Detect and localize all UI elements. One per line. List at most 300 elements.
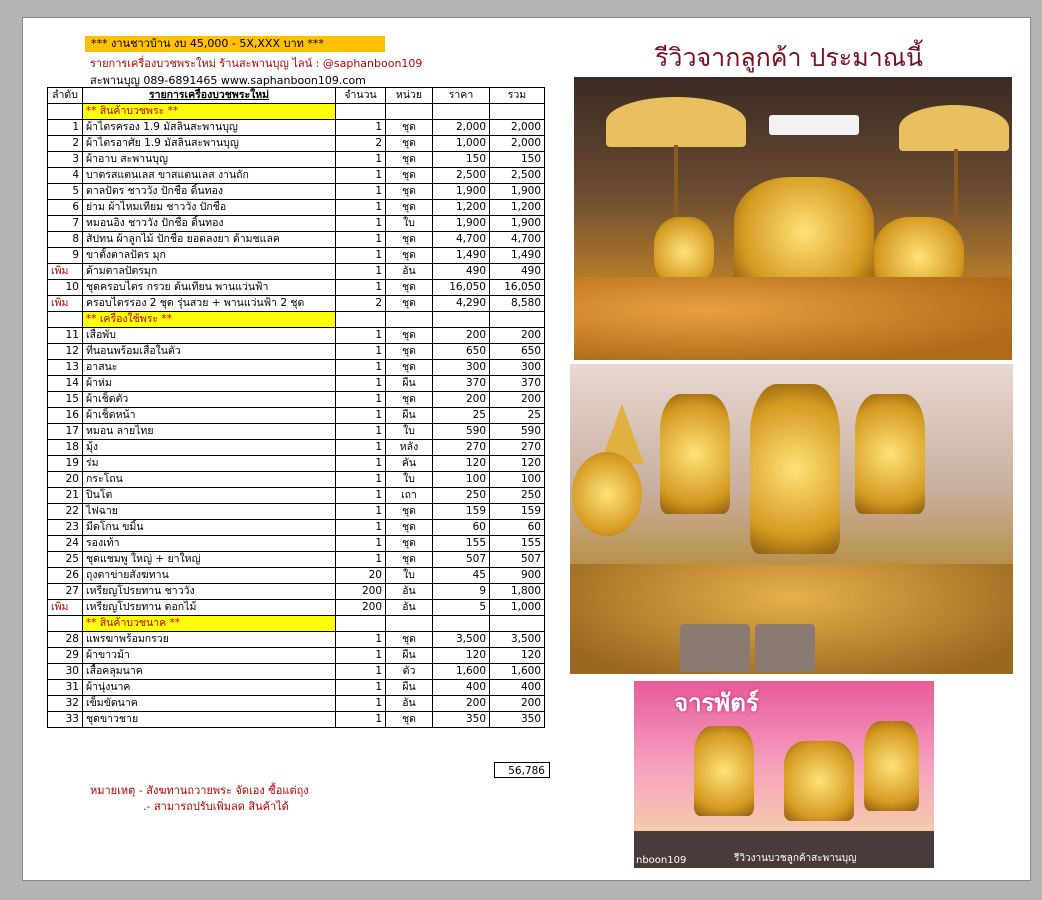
cell-item: เสื้อคลุมนาค [83,664,336,680]
cell-price: 4,290 [433,296,490,312]
cell-unit: ผืน [386,408,433,424]
cell-qty: 1 [336,424,386,440]
cell-item: ปิ่นโต [83,488,336,504]
cell-price: 490 [433,264,490,280]
cell-price: 100 [433,472,490,488]
cell-qty: 1 [336,664,386,680]
price-table [47,87,545,728]
contact-line: สะพานบุญ 089-6891465 www.saphanboon109.com [90,74,366,87]
table-row [48,424,545,440]
cell-price: 1,600 [433,664,490,680]
cell-qty: 1 [336,152,386,168]
cell-unit: ใบ [386,568,433,584]
cell-total: 350 [490,712,545,728]
cell-unit: ชุด [386,120,433,136]
cell-total: 1,600 [490,664,545,680]
cell-unit: ชุด [386,552,433,568]
banner-caption-left: nboon109 [636,855,687,866]
cell-unit: ชุด [386,504,433,520]
cell-total: 60 [490,520,545,536]
table-row [48,168,545,184]
cell-unit: ชุด [386,360,433,376]
cell-item: ครอบไตรรอง 2 ชุด รุ่นสวย + พานแว่นฟ้า 2 ชุด [83,296,336,312]
basket [680,624,750,672]
table-row [48,392,545,408]
table-row [48,456,545,472]
cell-no: 6 [48,200,83,216]
section-header-row [48,104,545,120]
cell-price: 270 [433,440,490,456]
cell-unit: ผืน [386,680,433,696]
cell-unit: อัน [386,600,433,616]
cell-total: 400 [490,680,545,696]
cell-unit: เถา [386,488,433,504]
table-row [48,632,545,648]
cell-unit: หลัง [386,440,433,456]
cell-qty: 1 [336,696,386,712]
cell-total: 120 [490,648,545,664]
decorative-stand [784,741,854,821]
cell-no: 21 [48,488,83,504]
cell-total: 159 [490,504,545,520]
cell-item: สัปทน ผ้าลูกไม้ ปักชื่อ ยอดลงยา ด้ามชแลค [83,232,336,248]
cell-qty: 1 [336,472,386,488]
fan-emblem [572,452,642,536]
review-banner-photo [634,681,934,868]
cell-price: 350 [433,712,490,728]
cell-total: 300 [490,360,545,376]
cell-no: 2 [48,136,83,152]
cell-item: ชุดครอบไตร กรวย ต้นเทียน พานแว่นฟ้า [83,280,336,296]
cell-item: รองเท้า [83,536,336,552]
cell-total [490,616,545,632]
cell-qty: 1 [336,456,386,472]
ceremony-photo-1 [574,77,1012,360]
cell-item: ** เครื่องใช้พระ ** [83,312,336,328]
table-row [48,472,545,488]
cell-total: 150 [490,152,545,168]
cell-total: 25 [490,408,545,424]
table-row [48,248,545,264]
cell-qty [336,312,386,328]
cell-unit: ผืน [386,648,433,664]
cell-unit: ชุด [386,536,433,552]
ceremony-photo-2 [570,364,1013,674]
price-table-body [48,88,545,728]
cell-qty: 1 [336,200,386,216]
column-header: ราคา [433,88,490,104]
note-line-2: .- สามารถปรับเพิ่มลด สินค้าได้ [143,800,289,813]
gold-trays [855,394,925,514]
table-row [48,152,545,168]
cell-total: 1,000 [490,600,545,616]
table-row [48,408,545,424]
table-row [48,504,545,520]
cell-price: 16,050 [433,280,490,296]
cell-item: ** สินค้าบวชพระ ** [83,104,336,120]
cell-qty: 1 [336,216,386,232]
orange-robes [574,277,1012,360]
cell-price: 5 [433,600,490,616]
table-row [48,712,545,728]
cell-unit: ชุด [386,184,433,200]
cell-total: 200 [490,392,545,408]
cell-total: 200 [490,696,545,712]
cell-unit: ชุด [386,632,433,648]
cell-no: เพิ่ม [48,600,83,616]
cell-unit: ชุด [386,344,433,360]
cell-no: 9 [48,248,83,264]
cell-qty: 1 [336,120,386,136]
cell-no: 27 [48,584,83,600]
table-row [48,344,545,360]
cell-item: ผ้าห่ม [83,376,336,392]
table-row [48,600,545,616]
cell-unit: ชุด [386,392,433,408]
cell-total: 507 [490,552,545,568]
cell-price: 25 [433,408,490,424]
cell-item: เข็มขัดนาค [83,696,336,712]
table-row [48,280,545,296]
cell-unit: ใบ [386,424,433,440]
column-header: รายการเครื่องบวชพระใหม่ [83,88,336,104]
cell-price: 1,000 [433,136,490,152]
umbrella-right [899,105,1009,151]
cell-total: 16,050 [490,280,545,296]
cell-no: 15 [48,392,83,408]
gold-trays [660,394,730,514]
cell-qty: 1 [336,184,386,200]
cell-total: 2,500 [490,168,545,184]
cell-item: บาตรสแตนเลส ขาสแตนเลส งานถัก [83,168,336,184]
grand-total: 56,786 [494,762,550,778]
cell-item: เหรียญโปรยทาน ดอกไม้ [83,600,336,616]
cell-item: ตาลปัตร ชาววัง ปักชื่อ ดิ้นทอง [83,184,336,200]
cell-unit: อัน [386,264,433,280]
review-title: รีวิวจากลูกค้า ประมาณนี้ [655,43,924,72]
cell-no [48,616,83,632]
cell-item: ด้ามตาลปัตรมุก [83,264,336,280]
table-row [48,488,545,504]
table-row [48,376,545,392]
cell-qty: 1 [336,248,386,264]
cell-unit: ชุด [386,296,433,312]
cell-qty: 1 [336,376,386,392]
table-row [48,584,545,600]
cell-price: 120 [433,456,490,472]
table-row [48,184,545,200]
banner-caption-right: รีวิวงานบวชลูกค้าสะพานบุญ [734,853,857,864]
cell-price: 2,500 [433,168,490,184]
cell-qty: 1 [336,264,386,280]
gold-offering-stand [734,177,874,287]
cell-no: เพิ่ม [48,264,83,280]
budget-banner: *** งานชาวบ้าน งบ 45,000 - 5X,XXX บาท *** [85,36,385,52]
cell-unit: ผืน [386,376,433,392]
cell-price: 370 [433,376,490,392]
cell-item: ที่นอนพร้อมเสื่อในตัว [83,344,336,360]
cell-qty: 1 [336,408,386,424]
cell-total: 4,700 [490,232,545,248]
cell-unit: คัน [386,456,433,472]
table-row [48,520,545,536]
cell-unit [386,616,433,632]
cell-no: 4 [48,168,83,184]
cell-no: 29 [48,648,83,664]
cell-total: 1,900 [490,216,545,232]
cell-price [433,104,490,120]
cell-price: 60 [433,520,490,536]
cell-no: 30 [48,664,83,680]
cell-qty: 1 [336,232,386,248]
cell-total: 370 [490,376,545,392]
column-header: หน่วย [386,88,433,104]
cell-unit: ชุด [386,136,433,152]
cell-unit: ชุด [386,520,433,536]
cell-qty: 20 [336,568,386,584]
cell-no: 3 [48,152,83,168]
cell-no: 13 [48,360,83,376]
cell-total: 590 [490,424,545,440]
cell-qty: 1 [336,632,386,648]
cell-item: แพรฆาพร้อมกรวย [83,632,336,648]
section-header-row [48,616,545,632]
table-header-row [48,88,545,104]
cell-price [433,616,490,632]
cell-no: 16 [48,408,83,424]
umbrella-left [606,97,746,147]
cell-price: 250 [433,488,490,504]
cell-qty: 200 [336,600,386,616]
basket [755,624,815,672]
banner-title: จารพัตร์ [674,688,759,717]
cell-unit: ชุด [386,200,433,216]
cell-total: 1,900 [490,184,545,200]
cell-qty: 1 [336,360,386,376]
table-row [48,296,545,312]
cell-item: ขาตั้งตาลปัตร มุก [83,248,336,264]
cell-unit: อัน [386,584,433,600]
cell-total: 650 [490,344,545,360]
table-row [48,264,545,280]
table-row [48,200,545,216]
cell-price: 150 [433,152,490,168]
cell-total [490,104,545,120]
cell-total: 250 [490,488,545,504]
cell-total: 100 [490,472,545,488]
cell-item: ไฟฉาย [83,504,336,520]
cell-qty: 1 [336,520,386,536]
cell-qty: 1 [336,440,386,456]
cell-unit: อัน [386,696,433,712]
cell-no: 8 [48,232,83,248]
cell-item: มีดโกน ขมิ้น [83,520,336,536]
cell-item: เหรียญโปรยทาน ชาววัง [83,584,336,600]
cell-price: 300 [433,360,490,376]
cell-price: 9 [433,584,490,600]
cell-no: 7 [48,216,83,232]
cell-qty: 1 [336,504,386,520]
decorative-stand [864,721,919,811]
cell-price: 2,000 [433,120,490,136]
cell-total: 8,580 [490,296,545,312]
table-row [48,536,545,552]
cell-qty: 1 [336,280,386,296]
cell-no: 25 [48,552,83,568]
cell-total: 270 [490,440,545,456]
cell-unit: ชุด [386,280,433,296]
cell-item: มุ้ง [83,440,336,456]
cell-unit: ใบ [386,472,433,488]
cell-item: ชุดขาวชาย [83,712,336,728]
column-header: จำนวน [336,88,386,104]
cell-total: 900 [490,568,545,584]
cell-no: 23 [48,520,83,536]
cell-price: 400 [433,680,490,696]
cell-qty: 1 [336,168,386,184]
cell-total: 1,200 [490,200,545,216]
cell-unit: ใบ [386,216,433,232]
cell-item: ผ้าไตรครอง 1.9 มัสลินสะพานบุญ [83,120,336,136]
cell-no: 31 [48,680,83,696]
cell-no: 10 [48,280,83,296]
cell-item: หมอน ลายไทย [83,424,336,440]
cell-no: 1 [48,120,83,136]
table-row [48,568,545,584]
cell-total: 2,000 [490,120,545,136]
gold-trays-center [750,384,840,554]
cell-qty: 1 [336,488,386,504]
cell-qty: 2 [336,296,386,312]
cell-price: 45 [433,568,490,584]
cell-unit: ชุด [386,248,433,264]
cell-price: 3,500 [433,632,490,648]
cell-item: กระโถน [83,472,336,488]
cell-unit: ชุด [386,328,433,344]
air-conditioner [769,115,859,135]
cell-item: ชุดแชมพู ใหญ่ + ยาใหญ่ [83,552,336,568]
note-line-1: หมายเหตุ - สังฆทานถวายพระ จัดเอง ซื้อแต่ถุง [90,784,309,797]
cell-no: 26 [48,568,83,584]
cell-price: 155 [433,536,490,552]
table-row [48,232,545,248]
cell-qty: 1 [336,712,386,728]
shop-line-title: รายการเครื่องบวชพระใหม่ ร้านสะพานบุญ ไลน์ : @saphanboon109 [90,57,423,70]
cell-item: ผ้าขาวม้า [83,648,336,664]
cell-item: เสื่อพับ [83,328,336,344]
cell-total: 1,800 [490,584,545,600]
cell-qty: 1 [336,552,386,568]
cell-qty: 1 [336,392,386,408]
cell-total: 3,500 [490,632,545,648]
cell-no: 22 [48,504,83,520]
cell-no: 20 [48,472,83,488]
table-row [48,360,545,376]
cell-total: 2,000 [490,136,545,152]
cell-no: 24 [48,536,83,552]
table-row [48,216,545,232]
cell-item: ** สินค้าบวชนาค ** [83,616,336,632]
cell-price: 120 [433,648,490,664]
cell-item: ผ้านุ่งนาค [83,680,336,696]
cell-unit: ตัว [386,664,433,680]
cell-item: หมอนอิง ชาววัง ปักชื่อ ดิ้นทอง [83,216,336,232]
table-row [48,648,545,664]
cell-unit [386,312,433,328]
cell-unit: ชุด [386,712,433,728]
cell-qty: 1 [336,344,386,360]
decorative-stand [694,726,754,816]
cell-qty: 1 [336,648,386,664]
cell-total: 120 [490,456,545,472]
cell-total: 200 [490,328,545,344]
table-row [48,136,545,152]
cell-no: 32 [48,696,83,712]
cell-total [490,312,545,328]
cell-price: 200 [433,392,490,408]
cell-item: ย่าม ผ้าไหมเทียม ชาววัง ปักชื่อ [83,200,336,216]
cell-qty: 1 [336,680,386,696]
cell-item: ผ้าเช็ดตัว [83,392,336,408]
cell-total: 490 [490,264,545,280]
cell-item: ผ้าเช็ดหน้า [83,408,336,424]
cell-price: 4,700 [433,232,490,248]
cell-price: 200 [433,328,490,344]
cell-no: 33 [48,712,83,728]
cell-no: 17 [48,424,83,440]
cell-no: 5 [48,184,83,200]
cell-price: 200 [433,696,490,712]
table-row [48,696,545,712]
cell-qty: 200 [336,584,386,600]
table-row [48,680,545,696]
cell-price: 159 [433,504,490,520]
cell-no [48,104,83,120]
cell-no: 19 [48,456,83,472]
cell-price: 1,490 [433,248,490,264]
cell-price: 650 [433,344,490,360]
cell-unit: ชุด [386,232,433,248]
cell-price: 590 [433,424,490,440]
cell-no: เพิ่ม [48,296,83,312]
cell-no: 14 [48,376,83,392]
table-row [48,664,545,680]
cell-total: 155 [490,536,545,552]
column-header: ลำดับ [48,88,83,104]
cell-item: อาสนะ [83,360,336,376]
cell-item: ผ้าอาบ สะพานบุญ [83,152,336,168]
cell-total: 1,490 [490,248,545,264]
cell-no [48,312,83,328]
cell-price: 1,900 [433,184,490,200]
cell-price: 1,200 [433,200,490,216]
cell-price: 507 [433,552,490,568]
table-row [48,120,545,136]
cell-qty [336,104,386,120]
cell-no: 12 [48,344,83,360]
cell-no: 28 [48,632,83,648]
table-row [48,328,545,344]
cell-unit [386,104,433,120]
cell-unit: ชุด [386,168,433,184]
cell-no: 18 [48,440,83,456]
cell-item: ถุงตาข่ายสังฆทาน [83,568,336,584]
table-row [48,440,545,456]
cell-unit: ชุด [386,152,433,168]
cell-qty [336,616,386,632]
cell-item: ผ้าไตรอาศัย 1.9 มัสลินสะพานบุญ [83,136,336,152]
table-row [48,552,545,568]
